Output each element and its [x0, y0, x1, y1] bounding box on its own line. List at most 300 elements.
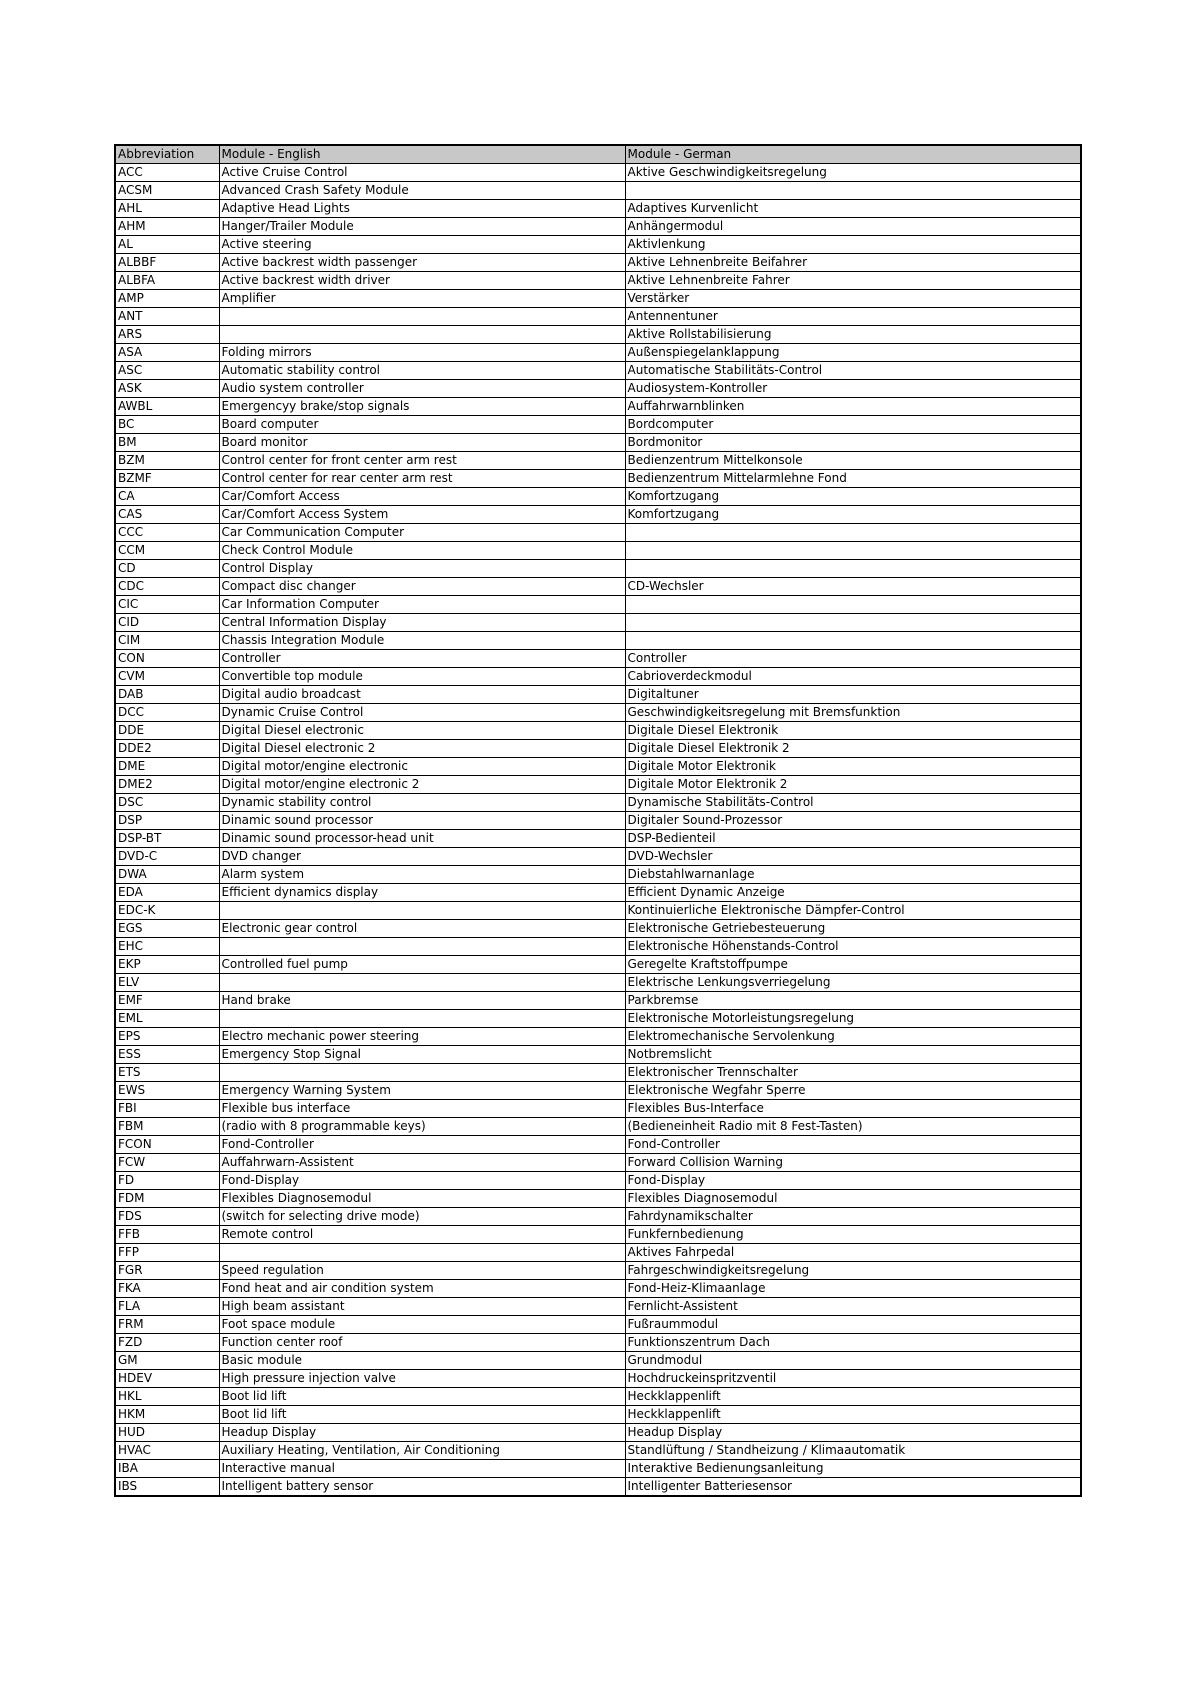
cell-module-english: Interactive manual: [219, 1460, 625, 1478]
table-row: [115, 398, 1081, 416]
cell-abbreviation: ANT: [115, 308, 219, 326]
table-row: [115, 866, 1081, 884]
table-row: [115, 1208, 1081, 1226]
header-abbreviation: Abbreviation: [115, 145, 219, 164]
table-row: [115, 1118, 1081, 1136]
cell-module-english: Hand brake: [219, 992, 625, 1010]
cell-module-english: Auxiliary Heating, Ventilation, Air Conditioning: [219, 1442, 625, 1460]
cell-abbreviation: FDM: [115, 1190, 219, 1208]
cell-module-german: Fond-Heiz-Klimaanlage: [625, 1280, 1081, 1298]
cell-module-german: Anhängermodul: [625, 218, 1081, 236]
cell-abbreviation: DCC: [115, 704, 219, 722]
table-row: [115, 1406, 1081, 1424]
cell-module-english: Hanger/Trailer Module: [219, 218, 625, 236]
cell-abbreviation: FZD: [115, 1334, 219, 1352]
cell-module-german: Diebstahlwarnanlage: [625, 866, 1081, 884]
cell-module-english: Chassis Integration Module: [219, 632, 625, 650]
table-row: [115, 1334, 1081, 1352]
cell-abbreviation: FGR: [115, 1262, 219, 1280]
cell-module-english: Compact disc changer: [219, 578, 625, 596]
cell-module-english: Digital Diesel electronic: [219, 722, 625, 740]
cell-module-german: [625, 614, 1081, 632]
cell-abbreviation: CA: [115, 488, 219, 506]
cell-module-german: Heckklappenlift: [625, 1388, 1081, 1406]
cell-module-german: Fond-Display: [625, 1172, 1081, 1190]
cell-module-english: High beam assistant: [219, 1298, 625, 1316]
cell-abbreviation: BC: [115, 416, 219, 434]
table-row: [115, 1190, 1081, 1208]
cell-abbreviation: ESS: [115, 1046, 219, 1064]
cell-module-german: Forward Collision Warning: [625, 1154, 1081, 1172]
cell-module-english: Dinamic sound processor: [219, 812, 625, 830]
cell-module-german: Elektronische Wegfahr Sperre: [625, 1082, 1081, 1100]
table-row: [115, 1028, 1081, 1046]
cell-module-german: Digitale Motor Elektronik 2: [625, 776, 1081, 794]
cell-module-english: Fond-Display: [219, 1172, 625, 1190]
table-row: [115, 1136, 1081, 1154]
table-body: [115, 164, 1081, 1497]
cell-module-german: DSP-Bedienteil: [625, 830, 1081, 848]
cell-abbreviation: AMP: [115, 290, 219, 308]
cell-module-english: Central Information Display: [219, 614, 625, 632]
cell-module-german: Bordcomputer: [625, 416, 1081, 434]
cell-abbreviation: FRM: [115, 1316, 219, 1334]
cell-module-english: Adaptive Head Lights: [219, 200, 625, 218]
cell-abbreviation: HDEV: [115, 1370, 219, 1388]
cell-module-english: Active backrest width passenger: [219, 254, 625, 272]
table-row: [115, 344, 1081, 362]
table-row: [115, 164, 1081, 182]
cell-module-english: Folding mirrors: [219, 344, 625, 362]
cell-module-english: Basic module: [219, 1352, 625, 1370]
cell-module-german: Fußraummodul: [625, 1316, 1081, 1334]
cell-abbreviation: DDE2: [115, 740, 219, 758]
cell-module-english: Auffahrwarn-Assistent: [219, 1154, 625, 1172]
cell-module-german: Komfortzugang: [625, 506, 1081, 524]
table-row: [115, 920, 1081, 938]
header-module-german: Module - German: [625, 145, 1081, 164]
cell-module-german: Komfortzugang: [625, 488, 1081, 506]
cell-abbreviation: AWBL: [115, 398, 219, 416]
cell-abbreviation: DSP: [115, 812, 219, 830]
cell-module-german: Kontinuierliche Elektronische Dämpfer-Control: [625, 902, 1081, 920]
table-row: [115, 1154, 1081, 1172]
cell-module-german: [625, 632, 1081, 650]
cell-module-german: Bedienzentrum Mittelkonsole: [625, 452, 1081, 470]
cell-abbreviation: CCC: [115, 524, 219, 542]
cell-module-english: Headup Display: [219, 1424, 625, 1442]
cell-module-german: Grundmodul: [625, 1352, 1081, 1370]
cell-abbreviation: CAS: [115, 506, 219, 524]
cell-module-german: [625, 524, 1081, 542]
cell-module-english: Convertible top module: [219, 668, 625, 686]
cell-module-english: Remote control: [219, 1226, 625, 1244]
table-row: [115, 1460, 1081, 1478]
cell-abbreviation: FCW: [115, 1154, 219, 1172]
cell-module-german: Parkbremse: [625, 992, 1081, 1010]
cell-module-english: [219, 902, 625, 920]
cell-abbreviation: HVAC: [115, 1442, 219, 1460]
table-row: [115, 1046, 1081, 1064]
cell-module-english: Boot lid lift: [219, 1406, 625, 1424]
table-row: [115, 1244, 1081, 1262]
cell-abbreviation: FBM: [115, 1118, 219, 1136]
table-row: [115, 758, 1081, 776]
table-row: [115, 416, 1081, 434]
cell-abbreviation: DAB: [115, 686, 219, 704]
cell-module-german: Digitale Diesel Elektronik: [625, 722, 1081, 740]
cell-abbreviation: ALBBF: [115, 254, 219, 272]
cell-module-english: Emergency Warning System: [219, 1082, 625, 1100]
cell-abbreviation: CON: [115, 650, 219, 668]
cell-module-german: Efficient Dynamic Anzeige: [625, 884, 1081, 902]
cell-module-english: Car Information Computer: [219, 596, 625, 614]
cell-abbreviation: ASA: [115, 344, 219, 362]
cell-module-english: Emergency Stop Signal: [219, 1046, 625, 1064]
table-row: [115, 632, 1081, 650]
cell-module-german: Cabrioverdeckmodul: [625, 668, 1081, 686]
table-row: [115, 506, 1081, 524]
table-row: [115, 1388, 1081, 1406]
cell-module-german: Fahrgeschwindigkeitsregelung: [625, 1262, 1081, 1280]
cell-module-english: Foot space module: [219, 1316, 625, 1334]
cell-module-english: (switch for selecting drive mode): [219, 1208, 625, 1226]
cell-abbreviation: ASC: [115, 362, 219, 380]
cell-module-english: [219, 938, 625, 956]
cell-module-german: Bordmonitor: [625, 434, 1081, 452]
table-row: [115, 1100, 1081, 1118]
cell-abbreviation: ACC: [115, 164, 219, 182]
cell-abbreviation: EGS: [115, 920, 219, 938]
cell-module-english: Intelligent battery sensor: [219, 1478, 625, 1497]
cell-abbreviation: FD: [115, 1172, 219, 1190]
cell-module-english: Digital audio broadcast: [219, 686, 625, 704]
cell-module-german: Geregelte Kraftstoffpumpe: [625, 956, 1081, 974]
table-row: [115, 1298, 1081, 1316]
cell-abbreviation: FFB: [115, 1226, 219, 1244]
table-row: [115, 182, 1081, 200]
table-row: [115, 1316, 1081, 1334]
cell-abbreviation: HKL: [115, 1388, 219, 1406]
cell-module-english: Flexible bus interface: [219, 1100, 625, 1118]
table-row: [115, 1280, 1081, 1298]
cell-module-english: Car/Comfort Access System: [219, 506, 625, 524]
cell-module-english: Active steering: [219, 236, 625, 254]
cell-abbreviation: HKM: [115, 1406, 219, 1424]
cell-abbreviation: EWS: [115, 1082, 219, 1100]
cell-module-english: Active backrest width driver: [219, 272, 625, 290]
cell-abbreviation: EKP: [115, 956, 219, 974]
table-row: [115, 650, 1081, 668]
cell-abbreviation: DSP-BT: [115, 830, 219, 848]
cell-module-german: Controller: [625, 650, 1081, 668]
table-row: [115, 488, 1081, 506]
cell-module-english: Digital motor/engine electronic 2: [219, 776, 625, 794]
cell-abbreviation: AHM: [115, 218, 219, 236]
cell-module-english: Flexibles Diagnosemodul: [219, 1190, 625, 1208]
table-row: [115, 704, 1081, 722]
cell-module-german: Interaktive Bedienungsanleitung: [625, 1460, 1081, 1478]
cell-module-german: Aktive Lehnenbreite Beifahrer: [625, 254, 1081, 272]
cell-module-german: Antennentuner: [625, 308, 1081, 326]
table-row: [115, 236, 1081, 254]
cell-module-german: Außenspiegelanklappung: [625, 344, 1081, 362]
cell-module-german: Notbremslicht: [625, 1046, 1081, 1064]
cell-abbreviation: ALBFA: [115, 272, 219, 290]
cell-module-english: Fond-Controller: [219, 1136, 625, 1154]
table-row: [115, 434, 1081, 452]
cell-abbreviation: EHC: [115, 938, 219, 956]
cell-abbreviation: DWA: [115, 866, 219, 884]
cell-module-english: [219, 308, 625, 326]
cell-abbreviation: FKA: [115, 1280, 219, 1298]
cell-abbreviation: HUD: [115, 1424, 219, 1442]
cell-module-english: Digital Diesel electronic 2: [219, 740, 625, 758]
cell-abbreviation: AL: [115, 236, 219, 254]
cell-abbreviation: EPS: [115, 1028, 219, 1046]
cell-module-english: Controlled fuel pump: [219, 956, 625, 974]
cell-abbreviation: CVM: [115, 668, 219, 686]
table-row: [115, 1226, 1081, 1244]
table-row: [115, 326, 1081, 344]
cell-module-english: Controller: [219, 650, 625, 668]
table-row: [115, 470, 1081, 488]
cell-abbreviation: DSC: [115, 794, 219, 812]
cell-module-german: Dynamische Stabilitäts-Control: [625, 794, 1081, 812]
cell-module-german: [625, 560, 1081, 578]
table-row: [115, 596, 1081, 614]
table-row: [115, 1370, 1081, 1388]
cell-module-german: Aktive Lehnenbreite Fahrer: [625, 272, 1081, 290]
table-row: [115, 740, 1081, 758]
table-row: [115, 830, 1081, 848]
table-row: [115, 254, 1081, 272]
cell-abbreviation: BZMF: [115, 470, 219, 488]
cell-module-english: Car/Comfort Access: [219, 488, 625, 506]
cell-module-english: Efficient dynamics display: [219, 884, 625, 902]
cell-module-german: [625, 182, 1081, 200]
cell-module-german: Standlüftung / Standheizung / Klimaautomatik: [625, 1442, 1081, 1460]
cell-module-english: Electronic gear control: [219, 920, 625, 938]
cell-module-german: Hochdruckeinspritzventil: [625, 1370, 1081, 1388]
cell-module-german: Auffahrwarnblinken: [625, 398, 1081, 416]
table-row: [115, 290, 1081, 308]
cell-module-german: Elektronische Höhenstands-Control: [625, 938, 1081, 956]
table-row: [115, 452, 1081, 470]
cell-module-english: [219, 1010, 625, 1028]
cell-module-english: [219, 1244, 625, 1262]
table-row: [115, 686, 1081, 704]
table-row: [115, 1424, 1081, 1442]
cell-module-german: CD-Wechsler: [625, 578, 1081, 596]
table-row: [115, 902, 1081, 920]
table-row: [115, 776, 1081, 794]
cell-module-english: Check Control Module: [219, 542, 625, 560]
cell-abbreviation: CIM: [115, 632, 219, 650]
abbreviation-sheet: [114, 144, 1080, 1497]
table-row: [115, 812, 1081, 830]
table-row: [115, 974, 1081, 992]
cell-module-german: Fahrdynamikschalter: [625, 1208, 1081, 1226]
table-row: [115, 1478, 1081, 1497]
cell-module-english: Board computer: [219, 416, 625, 434]
cell-module-german: Digitale Diesel Elektronik 2: [625, 740, 1081, 758]
cell-abbreviation: CDC: [115, 578, 219, 596]
table-row: [115, 1082, 1081, 1100]
cell-abbreviation: CD: [115, 560, 219, 578]
cell-abbreviation: ELV: [115, 974, 219, 992]
cell-module-english: (radio with 8 programmable keys): [219, 1118, 625, 1136]
cell-module-english: Active Cruise Control: [219, 164, 625, 182]
cell-abbreviation: DDE: [115, 722, 219, 740]
table-row: [115, 308, 1081, 326]
cell-module-german: Elektrische Lenkungsverriegelung: [625, 974, 1081, 992]
cell-module-english: Dynamic Cruise Control: [219, 704, 625, 722]
cell-module-english: Speed regulation: [219, 1262, 625, 1280]
table-row: [115, 1352, 1081, 1370]
cell-module-german: [625, 596, 1081, 614]
table-row: [115, 578, 1081, 596]
table-row: [115, 218, 1081, 236]
cell-module-german: Digitaler Sound-Prozessor: [625, 812, 1081, 830]
cell-abbreviation: EDC-K: [115, 902, 219, 920]
cell-module-english: Emergencyy brake/stop signals: [219, 398, 625, 416]
cell-abbreviation: CCM: [115, 542, 219, 560]
cell-module-english: Boot lid lift: [219, 1388, 625, 1406]
cell-module-german: Elektronische Motorleistungsregelung: [625, 1010, 1081, 1028]
cell-module-german: Funktionszentrum Dach: [625, 1334, 1081, 1352]
cell-module-german: Digitaltuner: [625, 686, 1081, 704]
table-row: [115, 272, 1081, 290]
cell-module-german: Intelligenter Batteriesensor: [625, 1478, 1081, 1497]
cell-module-english: Amplifier: [219, 290, 625, 308]
table-row: [115, 848, 1081, 866]
cell-module-english: Control center for front center arm rest: [219, 452, 625, 470]
cell-module-german: Bedienzentrum Mittelarmlehne Fond: [625, 470, 1081, 488]
cell-module-english: DVD changer: [219, 848, 625, 866]
cell-module-german: Elektronischer Trennschalter: [625, 1064, 1081, 1082]
cell-module-german: Audiosystem-Kontroller: [625, 380, 1081, 398]
table-row: [115, 560, 1081, 578]
cell-module-english: Digital motor/engine electronic: [219, 758, 625, 776]
cell-abbreviation: BZM: [115, 452, 219, 470]
table-row: [115, 884, 1081, 902]
cell-module-english: Alarm system: [219, 866, 625, 884]
abbreviation-table: [114, 144, 1082, 1497]
cell-module-english: [219, 1064, 625, 1082]
cell-module-german: Adaptives Kurvenlicht: [625, 200, 1081, 218]
cell-abbreviation: DVD-C: [115, 848, 219, 866]
cell-abbreviation: ASK: [115, 380, 219, 398]
table-row: [115, 1442, 1081, 1460]
cell-module-english: Advanced Crash Safety Module: [219, 182, 625, 200]
cell-module-english: Dinamic sound processor-head unit: [219, 830, 625, 848]
cell-abbreviation: EML: [115, 1010, 219, 1028]
table-row: [115, 722, 1081, 740]
cell-module-english: Car Communication Computer: [219, 524, 625, 542]
cell-module-german: Funkfernbedienung: [625, 1226, 1081, 1244]
cell-module-german: Flexibles Diagnosemodul: [625, 1190, 1081, 1208]
cell-module-german: DVD-Wechsler: [625, 848, 1081, 866]
cell-abbreviation: AHL: [115, 200, 219, 218]
cell-abbreviation: IBS: [115, 1478, 219, 1497]
cell-module-german: Aktive Rollstabilisierung: [625, 326, 1081, 344]
table-row: [115, 200, 1081, 218]
cell-module-english: Fond heat and air condition system: [219, 1280, 625, 1298]
cell-abbreviation: EDA: [115, 884, 219, 902]
table-row: [115, 1172, 1081, 1190]
cell-module-german: (Bedieneinheit Radio mit 8 Fest-Tasten): [625, 1118, 1081, 1136]
cell-module-english: [219, 326, 625, 344]
cell-abbreviation: FFP: [115, 1244, 219, 1262]
table-row: [115, 614, 1081, 632]
cell-module-german: Elektromechanische Servolenkung: [625, 1028, 1081, 1046]
table-row: [115, 362, 1081, 380]
cell-module-english: High pressure injection valve: [219, 1370, 625, 1388]
cell-abbreviation: CIC: [115, 596, 219, 614]
cell-module-german: Fond-Controller: [625, 1136, 1081, 1154]
cell-module-german: Headup Display: [625, 1424, 1081, 1442]
cell-abbreviation: EMF: [115, 992, 219, 1010]
cell-module-english: [219, 974, 625, 992]
cell-module-german: Digitale Motor Elektronik: [625, 758, 1081, 776]
cell-abbreviation: DME: [115, 758, 219, 776]
cell-abbreviation: BM: [115, 434, 219, 452]
cell-abbreviation: ETS: [115, 1064, 219, 1082]
table-row: [115, 668, 1081, 686]
cell-abbreviation: ACSM: [115, 182, 219, 200]
cell-module-german: [625, 542, 1081, 560]
cell-module-english: Electro mechanic power steering: [219, 1028, 625, 1046]
table-row: [115, 1010, 1081, 1028]
cell-abbreviation: GM: [115, 1352, 219, 1370]
table-row: [115, 1262, 1081, 1280]
table-row: [115, 380, 1081, 398]
cell-module-english: Dynamic stability control: [219, 794, 625, 812]
table-row: [115, 794, 1081, 812]
table-row: [115, 1064, 1081, 1082]
table-row: [115, 524, 1081, 542]
cell-module-german: Aktivlenkung: [625, 236, 1081, 254]
cell-module-english: Control center for rear center arm rest: [219, 470, 625, 488]
table-row: [115, 938, 1081, 956]
cell-module-german: Elektronische Getriebesteuerung: [625, 920, 1081, 938]
cell-abbreviation: ARS: [115, 326, 219, 344]
cell-abbreviation: CID: [115, 614, 219, 632]
cell-abbreviation: FLA: [115, 1298, 219, 1316]
cell-module-english: Control Display: [219, 560, 625, 578]
table-row: [115, 956, 1081, 974]
table-row: [115, 542, 1081, 560]
cell-module-german: Automatische Stabilitäts-Control: [625, 362, 1081, 380]
cell-module-german: Flexibles Bus-Interface: [625, 1100, 1081, 1118]
cell-module-german: Aktives Fahrpedal: [625, 1244, 1081, 1262]
cell-abbreviation: IBA: [115, 1460, 219, 1478]
header-module-english: Module - English: [219, 145, 625, 164]
cell-module-english: Function center roof: [219, 1334, 625, 1352]
cell-abbreviation: DME2: [115, 776, 219, 794]
cell-module-german: Geschwindigkeitsregelung mit Bremsfunktion: [625, 704, 1081, 722]
cell-module-english: Board monitor: [219, 434, 625, 452]
cell-abbreviation: FCON: [115, 1136, 219, 1154]
table-row: [115, 992, 1081, 1010]
cell-module-english: Automatic stability control: [219, 362, 625, 380]
cell-module-german: Aktive Geschwindigkeitsregelung: [625, 164, 1081, 182]
cell-abbreviation: FDS: [115, 1208, 219, 1226]
cell-module-german: Fernlicht-Assistent: [625, 1298, 1081, 1316]
cell-module-german: Heckklappenlift: [625, 1406, 1081, 1424]
cell-module-english: Audio system controller: [219, 380, 625, 398]
